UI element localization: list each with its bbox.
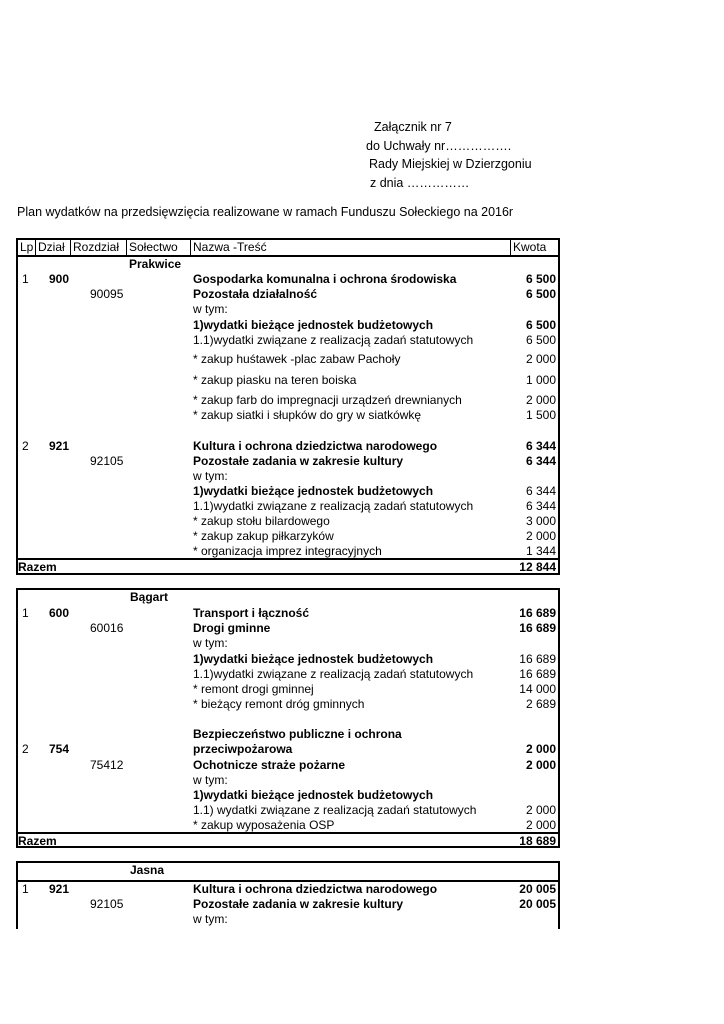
table-row bbox=[18, 803, 558, 818]
row-kwota: 2 000 bbox=[525, 529, 556, 543]
row-kwota: 3 000 bbox=[525, 514, 556, 528]
table-row bbox=[18, 697, 558, 712]
table-row bbox=[18, 652, 558, 667]
row-dzial: 921 bbox=[49, 882, 70, 896]
table-row bbox=[18, 318, 558, 333]
row-nazwa: * zakup piasku na teren boiska bbox=[193, 373, 357, 387]
village-row bbox=[18, 257, 558, 272]
row-nazwa: 1.1) wydatki związane z realizacją zadań statutowych bbox=[193, 803, 477, 817]
row-dzial: 754 bbox=[49, 742, 70, 756]
row-nazwa: Kultura i ochrona dziedzictwa narodowego bbox=[193, 882, 438, 896]
row-dzial: 900 bbox=[49, 272, 70, 286]
row-rozdzial: 90095 bbox=[90, 287, 124, 301]
row-kwota: 2 000 bbox=[525, 818, 556, 832]
row-nazwa: * zakup zakup piłkarzyków bbox=[193, 529, 334, 543]
row-kwota: 6 344 bbox=[525, 439, 556, 453]
row-kwota: 2 000 bbox=[525, 393, 556, 407]
row-nazwa: Pozostała działalność bbox=[193, 287, 318, 301]
table-row bbox=[18, 818, 558, 833]
row-lp: 2 bbox=[22, 439, 29, 453]
row-nazwa: 1)wydatki bieżące jednostek budżetowych bbox=[193, 484, 434, 498]
row-nazwa: * organizacja imprez integracyjnych bbox=[193, 544, 382, 558]
row-kwota: 1 000 bbox=[525, 373, 556, 387]
row-kwota: 6 500 bbox=[525, 333, 556, 347]
row-lp: 1 bbox=[22, 272, 29, 286]
row-nazwa: Transport i łączność bbox=[193, 606, 310, 620]
attachment-number: Załącznik nr 7 bbox=[374, 120, 452, 134]
table-row bbox=[18, 788, 558, 803]
row-kwota: 20 005 bbox=[519, 882, 556, 896]
row-nazwa: Drogi gminne bbox=[193, 621, 271, 635]
village-name: Bągart bbox=[130, 590, 169, 604]
row-nazwa: 1)wydatki bieżące jednostek budżetowych bbox=[193, 652, 434, 666]
table-bagart bbox=[16, 588, 560, 848]
table-row bbox=[18, 682, 558, 697]
row-nazwa: * zakup wyposażenia OSP bbox=[193, 818, 335, 832]
row-kwota: 6 344 bbox=[525, 484, 556, 498]
column-nazwa: Nazwa -Treść bbox=[190, 240, 510, 255]
table-prakwice bbox=[16, 238, 560, 575]
table-row bbox=[18, 352, 558, 367]
table-row bbox=[18, 742, 558, 757]
row-nazwa: Bezpieczeństwo publiczne i ochrona bbox=[193, 727, 402, 741]
row-nazwa: w tym: bbox=[193, 773, 228, 787]
table-row bbox=[18, 606, 558, 621]
row-kwota: 2 000 bbox=[525, 803, 556, 817]
table-row bbox=[18, 514, 558, 529]
village-row bbox=[18, 863, 558, 878]
row-kwota: 6 500 bbox=[525, 272, 556, 286]
row-kwota: 2 000 bbox=[525, 352, 556, 366]
row-rozdzial: 75412 bbox=[90, 758, 124, 772]
table-row bbox=[18, 880, 558, 897]
row-kwota: 6 500 bbox=[525, 287, 556, 301]
row-lp: 2 bbox=[22, 742, 29, 756]
row-dzial: 600 bbox=[49, 606, 70, 620]
row-kwota: 20 005 bbox=[519, 897, 556, 911]
table-row bbox=[18, 758, 558, 773]
table-row bbox=[18, 393, 558, 408]
row-nazwa: 1.1)wydatki związane z realizacją zadań statutowych bbox=[193, 499, 474, 513]
table-row bbox=[18, 499, 558, 514]
village-row bbox=[18, 590, 558, 605]
row-nazwa: w tym: bbox=[193, 469, 228, 483]
row-kwota: 16 689 bbox=[519, 606, 556, 620]
row-nazwa: * zakup siatki i słupków do gry w siatkówkę bbox=[193, 408, 422, 422]
total-label: Razem bbox=[18, 834, 57, 848]
resolution-date: z dnia …………… bbox=[370, 175, 470, 190]
table-jasna bbox=[16, 861, 560, 929]
row-nazwa: Gospodarka komunalna i ochrona środowiska bbox=[193, 272, 457, 286]
table-row bbox=[18, 621, 558, 636]
table-row bbox=[18, 272, 558, 287]
row-nazwa: Ochotnicze straże pożarne bbox=[193, 758, 346, 772]
table-row bbox=[18, 897, 558, 912]
row-nazwa: Pozostałe zadania w zakresie kultury bbox=[193, 897, 404, 911]
total-value: 18 689 bbox=[519, 834, 556, 848]
row-kwota: 16 689 bbox=[519, 652, 556, 666]
table-row bbox=[18, 667, 558, 682]
resolution-header bbox=[366, 118, 532, 192]
row-nazwa: * zakup farb do impregnacji urządzeń drewnianych bbox=[193, 393, 462, 407]
row-nazwa: 1)wydatki bieżące jednostek budżetowych bbox=[193, 788, 434, 802]
row-kwota: 2 689 bbox=[525, 697, 556, 711]
village-name: Prakwice bbox=[129, 257, 182, 271]
village-name: Jasna bbox=[130, 863, 165, 877]
column-rozdzial: Rozdział bbox=[70, 240, 126, 255]
row-kwota: 2 000 bbox=[525, 758, 556, 772]
row-nazwa: * zakup huśtawek -plac zabaw Pachoły bbox=[193, 352, 401, 366]
table-row bbox=[18, 302, 558, 317]
row-rozdzial: 92105 bbox=[90, 454, 124, 468]
table-row bbox=[18, 373, 558, 388]
total-value: 12 844 bbox=[519, 560, 556, 574]
column-lp: Lp bbox=[20, 240, 34, 254]
table-row bbox=[18, 469, 558, 484]
row-lp: 1 bbox=[22, 882, 29, 896]
row-nazwa: Kultura i ochrona dziedzictwa narodowego bbox=[193, 439, 438, 453]
table-row bbox=[18, 544, 558, 559]
total-row bbox=[18, 558, 558, 575]
column-dzial: Dział bbox=[35, 240, 70, 255]
table-row bbox=[18, 287, 558, 302]
row-nazwa: 1.1)wydatki związane z realizacją zadań statutowych bbox=[193, 667, 474, 681]
row-lp: 1 bbox=[22, 606, 29, 620]
row-kwota: 1 500 bbox=[525, 408, 556, 422]
row-rozdzial: 92105 bbox=[90, 897, 124, 911]
council-name: Rady Miejskiej w Dzierzgoniu bbox=[369, 157, 532, 171]
table-row bbox=[18, 636, 558, 651]
row-kwota: 6 344 bbox=[525, 454, 556, 468]
row-nazwa: przeciwpożarowa bbox=[193, 742, 293, 756]
table-row bbox=[18, 773, 558, 788]
row-nazwa: * zakup stołu bilardowego bbox=[193, 514, 330, 528]
row-kwota: 16 689 bbox=[519, 667, 556, 681]
column-header-row bbox=[18, 240, 558, 257]
column-solectwo: Sołectwo bbox=[126, 240, 190, 255]
row-nazwa: w tym: bbox=[193, 912, 228, 926]
total-row bbox=[18, 832, 558, 849]
document-title: Plan wydatków na przedsięwzięcia realizowane w ramach Funduszu Sołeckiego na 2016r bbox=[17, 205, 514, 219]
table-row bbox=[18, 727, 558, 742]
column-kwota: Kwota bbox=[510, 240, 560, 255]
table-row bbox=[18, 333, 558, 348]
row-nazwa: 1)wydatki bieżące jednostek budżetowych bbox=[193, 318, 434, 332]
table-row bbox=[18, 529, 558, 544]
row-rozdzial: 60016 bbox=[90, 621, 124, 635]
row-nazwa: * bieżący remont dróg gminnych bbox=[193, 697, 365, 711]
total-label: Razem bbox=[18, 560, 57, 574]
row-kwota: 6 500 bbox=[525, 318, 556, 332]
row-kwota: 16 689 bbox=[519, 621, 556, 635]
row-dzial: 921 bbox=[49, 439, 70, 453]
row-nazwa: w tym: bbox=[193, 636, 228, 650]
resolution-number: do Uchwały nr……………. bbox=[366, 138, 512, 153]
row-nazwa: w tym: bbox=[193, 302, 228, 316]
row-kwota: 2 000 bbox=[525, 742, 556, 756]
table-row bbox=[18, 454, 558, 469]
row-nazwa: 1.1)wydatki związane z realizacją zadań statutowych bbox=[193, 333, 474, 347]
table-row bbox=[18, 408, 558, 423]
table-row bbox=[18, 484, 558, 499]
table-row bbox=[18, 439, 558, 454]
row-kwota: 6 344 bbox=[525, 499, 556, 513]
table-row bbox=[18, 912, 558, 927]
row-nazwa: * remont drogi gminnej bbox=[193, 682, 314, 696]
row-kwota: 1 344 bbox=[525, 544, 556, 558]
row-nazwa: Pozostałe zadania w zakresie kultury bbox=[193, 454, 404, 468]
row-kwota: 14 000 bbox=[519, 682, 556, 696]
